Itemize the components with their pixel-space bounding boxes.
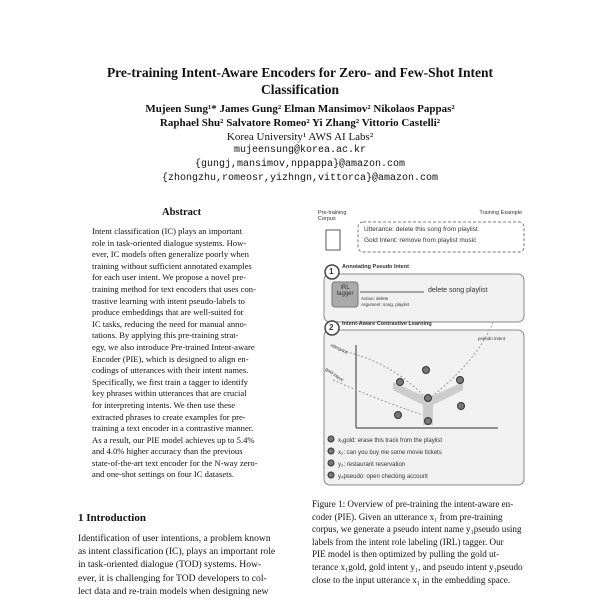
- title-line: Pre-training Intent-Aware Encoders for Zero- and Few-Shot Intent: [106, 65, 494, 80]
- author-line: Mujeen Sung¹* James Gung² Elman Mansimov² Nikolaos Pappas²: [145, 103, 455, 115]
- text-line: close to the input utterance x₁ in the embedding space.: [312, 574, 511, 585]
- text-line: egy, we also introduce Pre-trained Intent-aware: [92, 341, 255, 352]
- action-text: Action: delete: [361, 296, 389, 301]
- text-line: As a result, our PIE model achieves up to 5.4%: [92, 434, 255, 445]
- text-line: PIE model is then optimized by pulling the gold ut-: [312, 549, 500, 560]
- paper-title: [70, 64, 530, 98]
- text-line: key phrases within utterances that are crucial: [92, 388, 247, 399]
- step-1-number: 1: [329, 267, 334, 276]
- text-line: training method for text encoders that uses con-: [92, 283, 256, 294]
- figure-1: [318, 210, 528, 490]
- text-line: trastive learning with intent pseudo-labels to: [92, 295, 245, 306]
- title-line: Classification: [260, 82, 339, 97]
- intro-heading: 1 Introduction: [78, 512, 146, 524]
- email: mujeensung@korea.ac.kr: [233, 145, 367, 156]
- step-2-number: 2: [329, 323, 334, 332]
- example-label: Training Example: [479, 210, 522, 216]
- text-line: as intent classification (IC), plays an important role: [78, 546, 276, 558]
- text-line: tations. By applying this pre-training strat-: [92, 330, 239, 341]
- text-line: extracted phrases to create examples for pre-: [92, 411, 246, 422]
- text-line: Specifically, we first train a tagger to identify: [92, 376, 248, 387]
- legend-item: y₄pseudo: open checking account: [338, 474, 428, 480]
- figure-caption: [312, 498, 532, 586]
- text-line: Figure 1: Overview of pre-training the intent-aware en-: [312, 499, 514, 509]
- legend-item: y₃: restaurant reservation: [338, 462, 406, 468]
- legend-item: x₁gold: erase this track from the playlist: [338, 438, 443, 444]
- text-line: codings of utterances with their intent names.: [92, 365, 249, 376]
- text-line: coder (PIE). Given an utterance x₁ from pre-training: [312, 511, 503, 522]
- text-line: training a text encoder in a contrastive manner.: [92, 423, 254, 434]
- text-line: ever, it is challenging for TOD developers to col-: [78, 572, 267, 584]
- text-line: Identification of user intentions, a problem known: [78, 533, 271, 544]
- document-icon: [326, 230, 340, 250]
- text-line: training without sufficient annotated examples: [92, 260, 252, 271]
- gold-intent-text: Gold Intent: remove from playlist music: [364, 237, 477, 244]
- text-line: and one-shot settings on four IC datasets.: [92, 469, 235, 480]
- email: {gungj,mansimov,nppappa}@amazon.com: [194, 159, 406, 170]
- pseudo-intent-label: pseudo intent: [478, 336, 506, 341]
- text-line: in task-oriented dialogue (TOD) systems. How-: [78, 559, 262, 571]
- text-line: Intent classification (IC) plays an important: [92, 226, 243, 236]
- authors: [70, 102, 530, 186]
- text-line: state-of-the-art text encoder for the N-way zero-: [92, 457, 258, 468]
- step-1-label: Annotating Pseudo Intent: [342, 264, 409, 270]
- text-line: produce embeddings that are well-suited for: [92, 307, 244, 318]
- text-line: ever, IC models often generalize poorly when: [92, 249, 249, 260]
- legend-item: x₂: can you buy me some movie tickets: [338, 450, 442, 456]
- argument-text: Argument: song, playlist: [361, 302, 410, 307]
- text-line: and 4.0% higher accuracy than the previous: [92, 446, 243, 457]
- gold-intent-axis-label: gold intent: [324, 366, 345, 383]
- irl-tagger-box: IRL tagger: [336, 285, 354, 297]
- email: {zhongzhu,romeosr,yizhngn,vittorca}@amazon.com: [161, 173, 439, 184]
- step-2-label: Intent-Aware Contrastive Learning: [342, 321, 432, 327]
- utterance-axis-label: utterance: [329, 342, 349, 355]
- figure-legend: [338, 435, 442, 483]
- corpus-label: Pre-training Corpus: [318, 210, 347, 222]
- text-line: IC tasks, reducing the need for manual anno-: [92, 318, 247, 329]
- text-line: labels from the intent role labeling (IRL) tagger. Our: [312, 536, 504, 547]
- intro-body: [78, 532, 275, 598]
- text-line: Encoder (PIE), which is designed to align en-: [92, 353, 249, 364]
- author-line: Raphael Shu² Salvatore Romeo² Yi Zhang² Vittorio Castelli²: [159, 117, 441, 129]
- text-line: for each user intent. We propose a novel pre-: [92, 272, 247, 283]
- text-line: role in task-oriented dialogue systems. How-: [92, 237, 247, 248]
- text-line: corpus, we generate a pseudo intent name y₁pseudo using: [312, 524, 522, 535]
- text-line: terance x₁gold, gold intent y₁, and pseudo intent y₁pseudo: [312, 561, 523, 572]
- abstract-body: [92, 226, 258, 481]
- utterance-text: Utterance: delete this song from playlist: [364, 226, 478, 233]
- abstract-heading: Abstract: [162, 207, 202, 218]
- affiliations: Korea University¹ AWS AI Labs²: [226, 131, 374, 143]
- pseudo-intent-output: delete song playlist: [428, 287, 488, 294]
- text-line: for interpreting intents. We then use these: [92, 399, 236, 410]
- text-line: lect data and re-train models when designing new: [78, 585, 269, 597]
